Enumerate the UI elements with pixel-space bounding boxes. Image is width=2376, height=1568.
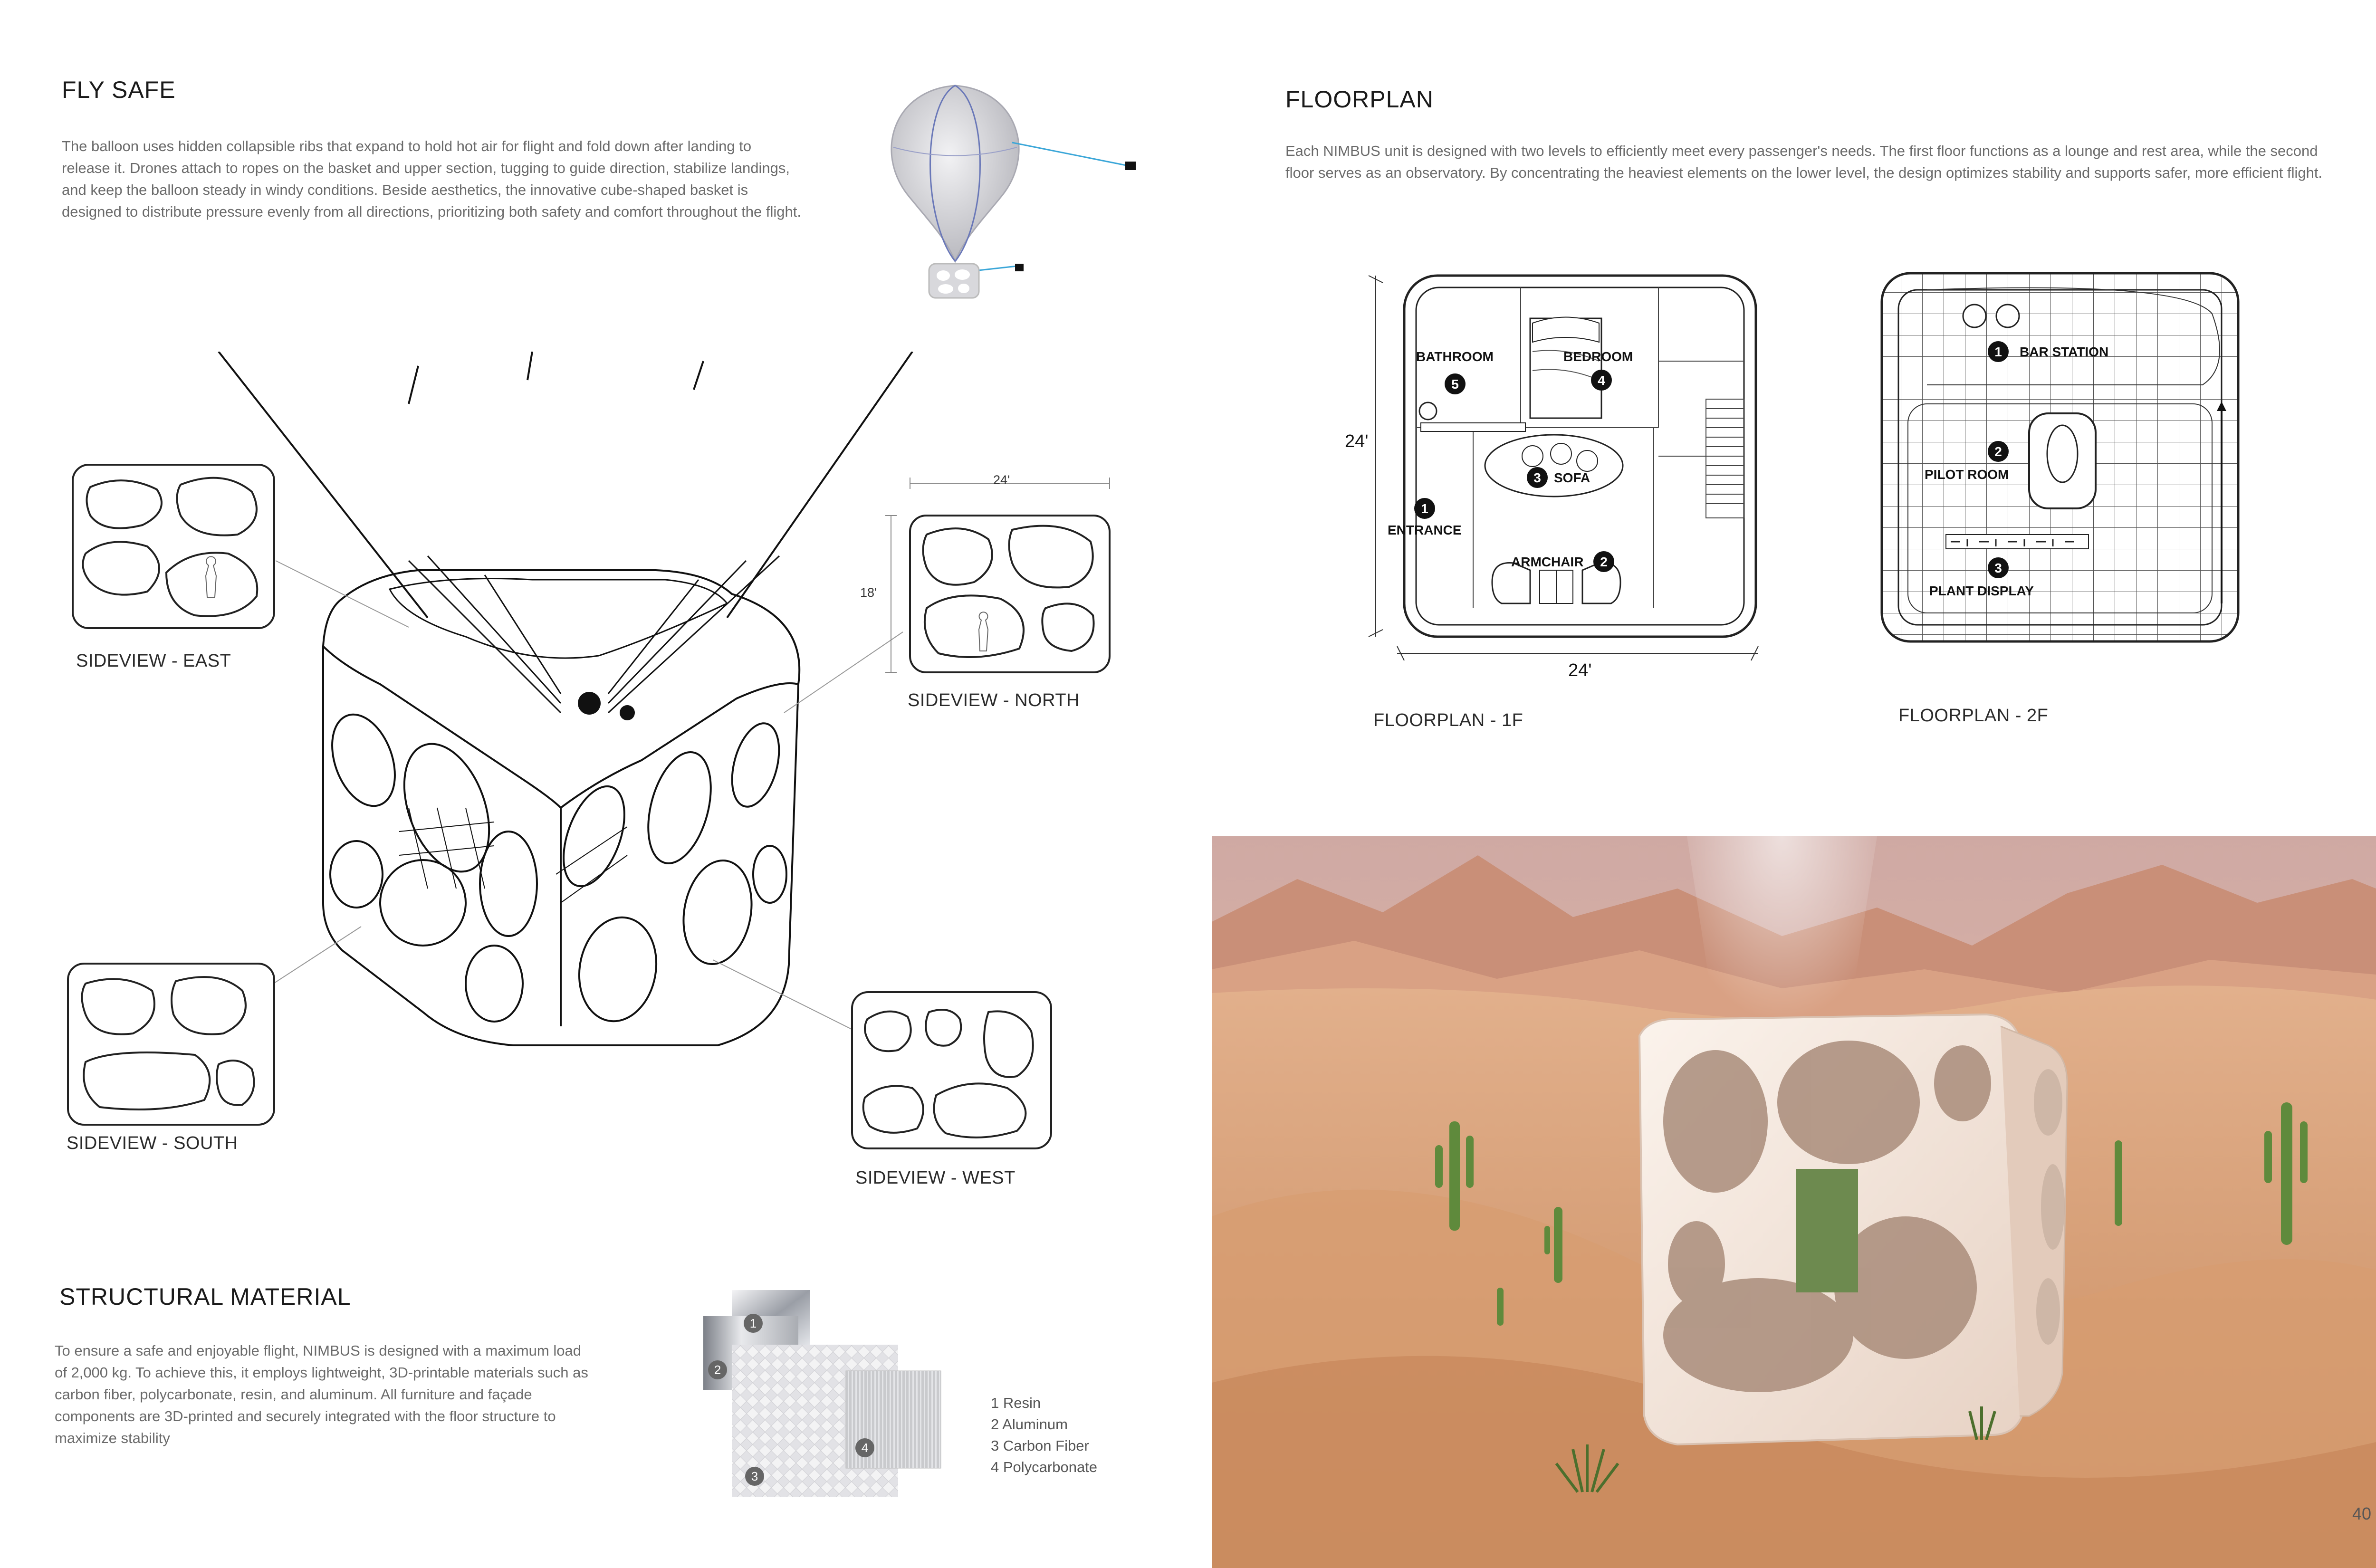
sideview-west-drawing: [851, 991, 1053, 1150]
fly-safe-title: FLY SAFE: [62, 76, 176, 103]
plan1-room-label: SOFA: [1554, 470, 1590, 485]
floorplan-title: FLOORPLAN: [1285, 86, 1434, 113]
plan2-room-label: PLANT DISPLAY: [1929, 583, 2034, 598]
sideview-west-label: SIDEVIEW - WEST: [855, 1168, 1016, 1188]
plan1-room-label: BEDROOM: [1563, 349, 1633, 364]
legend-item: 2 Aluminum: [991, 1416, 1068, 1433]
legend-item: 3 Carbon Fiber: [991, 1437, 1089, 1454]
plan2-room-number: 1: [1994, 344, 2002, 359]
legend-item: 1 Resin: [991, 1395, 1041, 1411]
floorplan-1f-label: FLOORPLAN - 1F: [1373, 710, 1523, 730]
plan1-room-label: ARMCHAIR: [1511, 555, 1584, 569]
plan1-room-number: 1: [1421, 501, 1428, 516]
legend-item: 4 Polycarbonate: [991, 1459, 1098, 1475]
plan1-room-number: 3: [1533, 470, 1541, 485]
plan2-room-number: 3: [1994, 561, 2002, 575]
desert-render-image: [1212, 836, 2376, 1568]
swatch-number-1: 1: [749, 1316, 757, 1330]
sideview-east-label: SIDEVIEW - EAST: [76, 651, 231, 671]
sideview-north-drawing: [881, 463, 1129, 687]
page-number: 40: [2352, 1504, 2372, 1523]
plan2-room-label: BAR STATION: [2020, 344, 2109, 359]
swatch-number-3: 3: [751, 1469, 758, 1483]
plan2-room-label: PILOT ROOM: [1925, 467, 2009, 482]
plan1-room-number: 4: [1598, 373, 1605, 388]
sideview-height-dimension: 18': [860, 585, 877, 600]
plan1-horizontal-dimension: 24': [1568, 660, 1592, 680]
material-swatches: [703, 1290, 946, 1499]
sideview-north-label: SIDEVIEW - NORTH: [908, 690, 1080, 710]
swatch-number-2: 2: [714, 1363, 721, 1377]
plan1-vertical-dimension: 24': [1345, 431, 1369, 451]
floorplan-1f-drawing: [1350, 266, 1777, 675]
structural-text: To ensure a safe and enjoyable flight, NIMBUS is designed with a maximum load of 2,000 kg. To achieve this, it employs lightweight, 3D-printable materials such as carbon fiber, polycarbonate, resin, and aluminum. All furniture and façade components are 3D-printed and securely integrated with the floor structure to maximize stability: [55, 1342, 588, 1446]
sideview-width-dimension: 24': [993, 473, 1010, 487]
sideview-east-drawing: [71, 463, 276, 630]
structural-title: STRUCTURAL MATERIAL: [59, 1283, 351, 1310]
plan2-room-number: 2: [1994, 444, 2002, 459]
plan1-room-number: 5: [1451, 377, 1459, 392]
floorplan-2f-drawing: [1879, 271, 2241, 646]
floorplan-text: Each NIMBUS unit is designed with two levels to efficiently meet every passenger's needs. The first floor functions as a lounge and rest area, while the second floor serves as an observatory. By concentrating the heaviest elements on the lower level, the design optimizes stability and supports safer, more efficient flight.: [1285, 143, 2323, 181]
sideview-south-label: SIDEVIEW - SOUTH: [67, 1133, 238, 1153]
plan1-room-number: 2: [1600, 555, 1608, 569]
fly-safe-text: The balloon uses hidden collapsible ribs that expand to hold hot air for flight and fold down after landing to release it. Drones attach to ropes on the basket and upper section, tugging to guide direction, stabilize landings, and keep the balloon steady in windy conditions. Beside aesthetics, the innovative cube-shaped basket is designed to distribute pressure evenly from all directions, prioritizing both safety and comfort throughout the flight.: [62, 138, 801, 220]
swatch-number-4: 4: [861, 1441, 869, 1455]
plan1-room-label: ENTRANCE: [1388, 523, 1462, 537]
sideview-south-drawing: [67, 962, 276, 1126]
floorplan-2f-label: FLOORPLAN - 2F: [1898, 706, 2049, 726]
plan1-room-label: BATHROOM: [1416, 349, 1494, 364]
material-legend: [991, 1392, 1097, 1478]
